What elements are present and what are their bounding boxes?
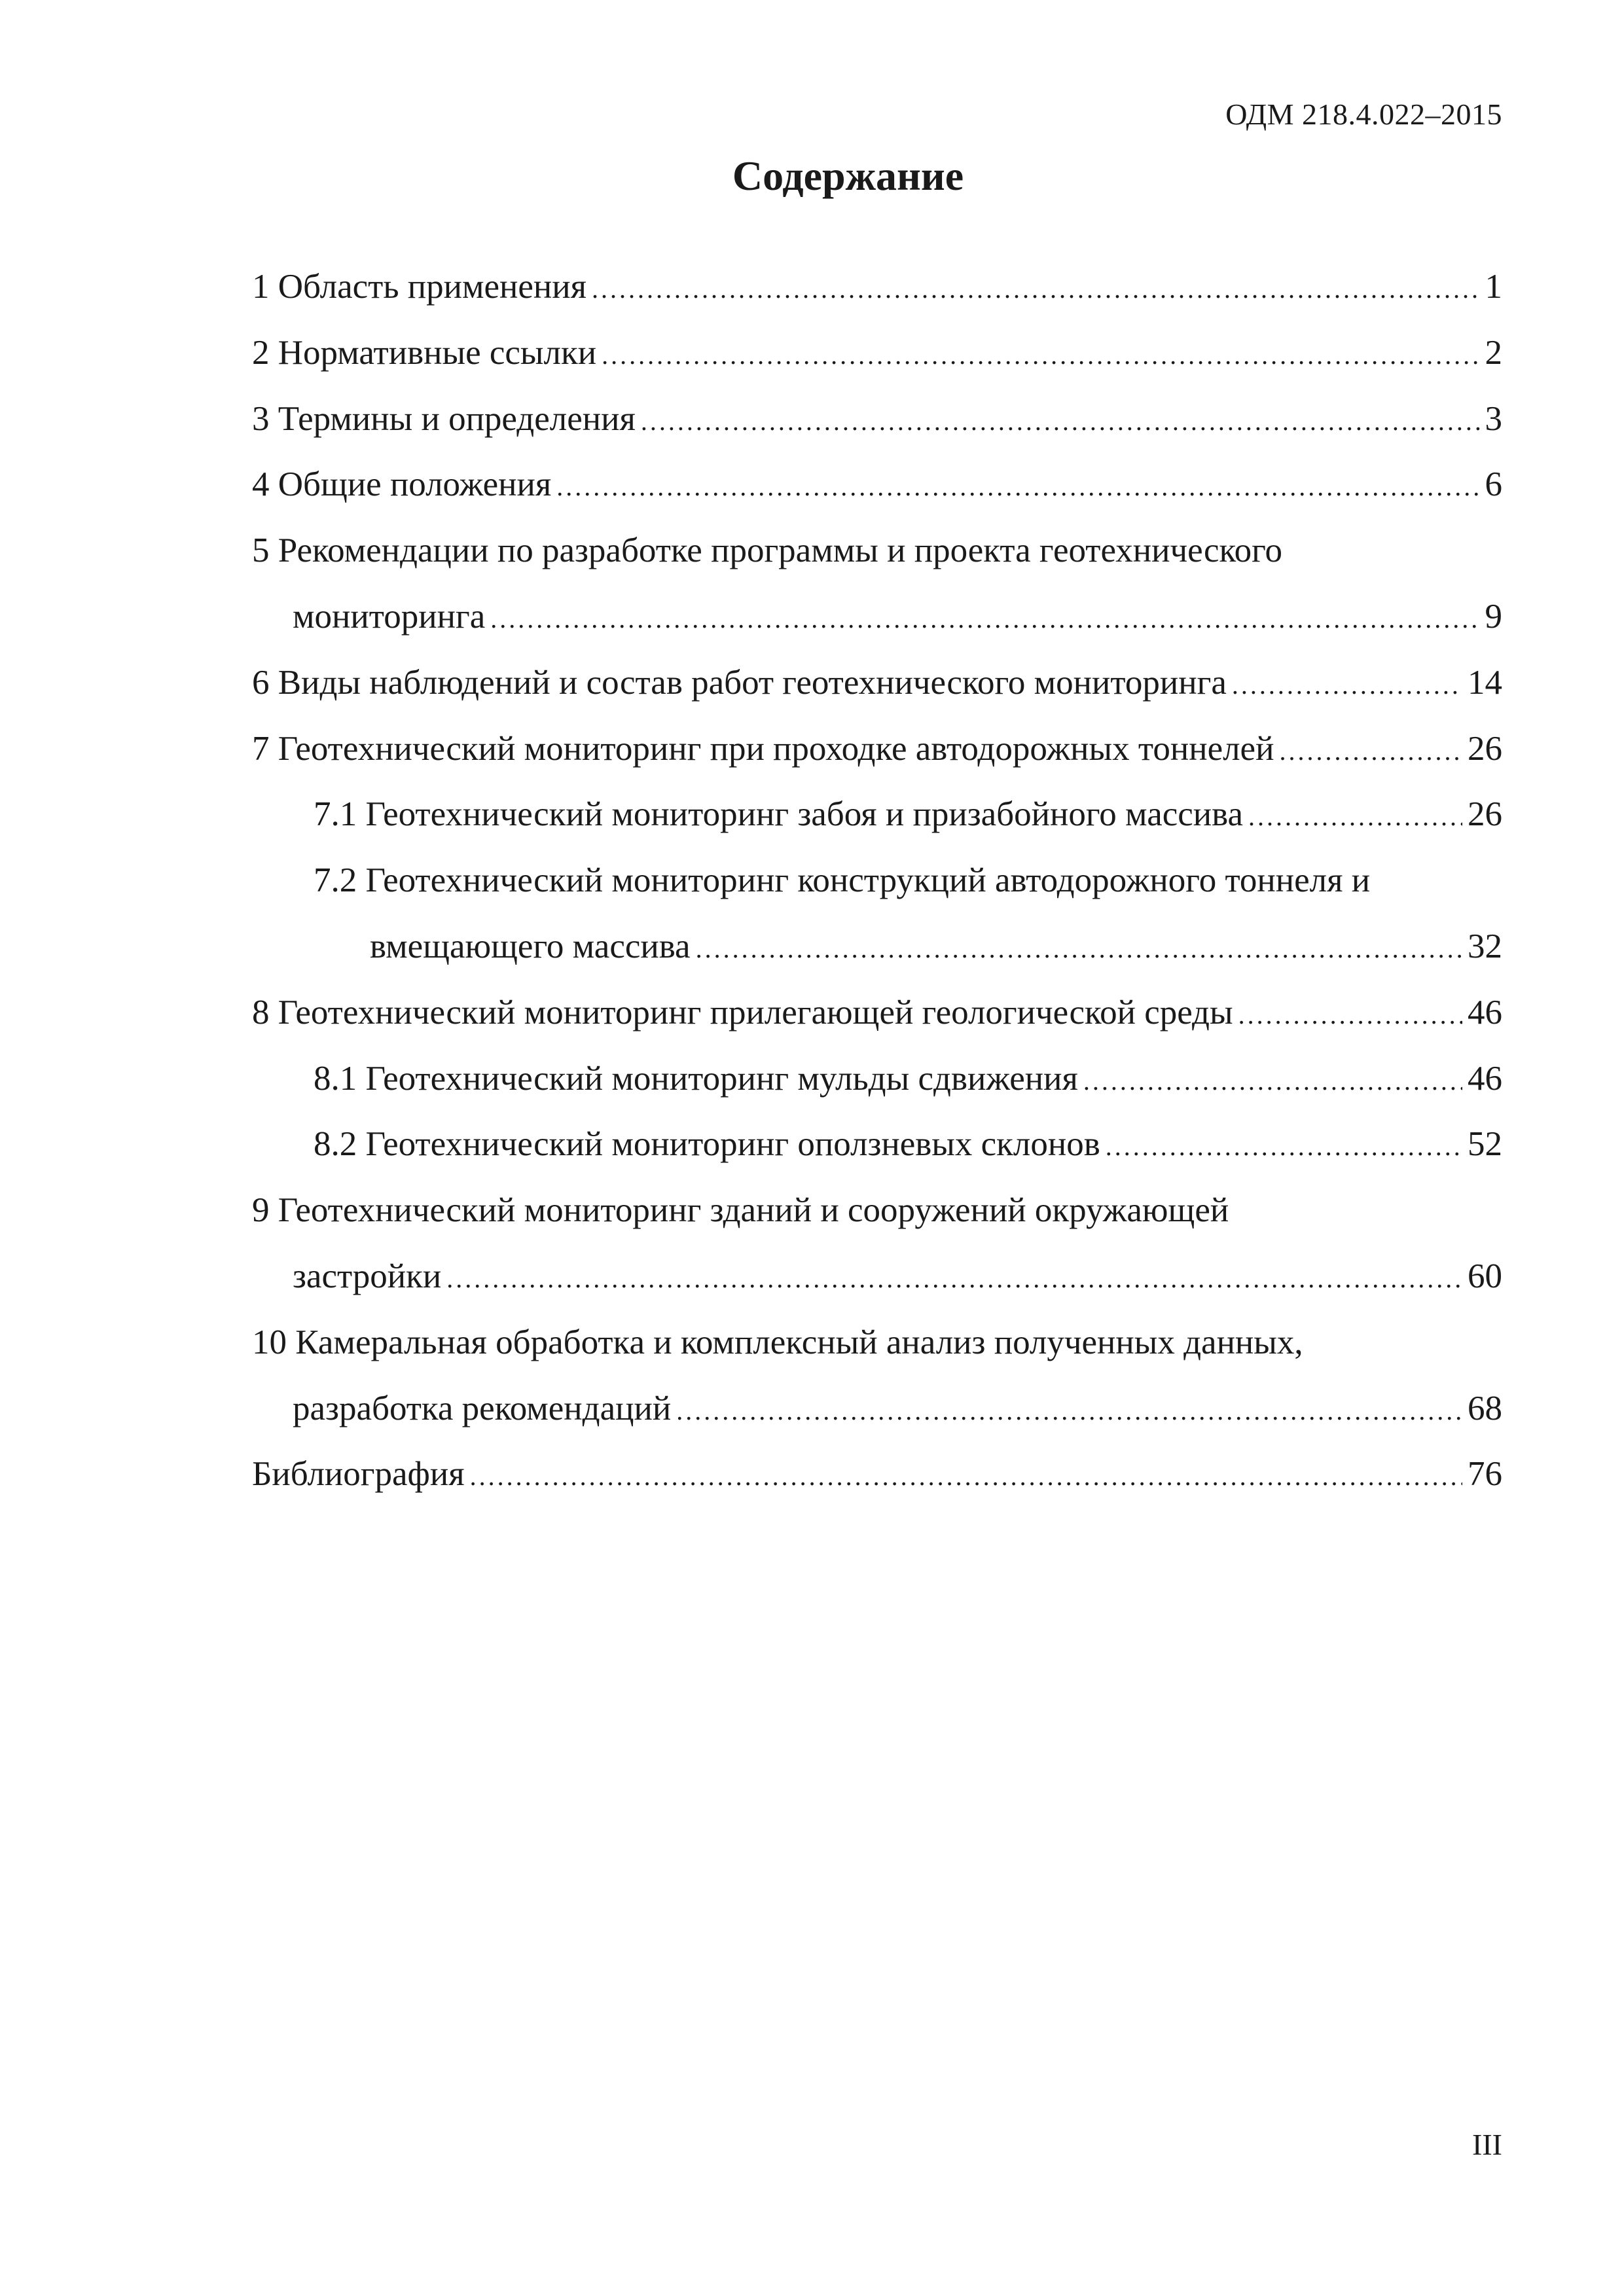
toc-entry-title: 7.1 Геотехнический мониторинг забоя и призабойного массива (314, 795, 1244, 834)
toc-entry-page: 46 (1468, 993, 1502, 1031)
toc-entry-page: 1 (1485, 268, 1502, 306)
toc-entry-title: 7 Геотехнический мониторинг при проходке автодорожных тоннелей (252, 729, 1274, 768)
toc-leader-dots (696, 916, 1462, 982)
toc-leader-dots (1232, 653, 1462, 719)
toc-entry[interactable] (252, 650, 1502, 716)
toc-entry-title-cont: мониторинга (293, 597, 486, 636)
toc-entry-title: 8 Геотехнический мониторинг прилегающей геологической среды (252, 993, 1233, 1031)
document-code: ОДМ 218.4.022–2015 (1225, 98, 1502, 131)
toc-subentry[interactable] (252, 1111, 1502, 1177)
table-of-contents (252, 254, 1502, 1507)
toc-entry-page: 46 (1468, 1059, 1502, 1098)
toc-leader-dots (1279, 719, 1462, 785)
toc-leader-dots (470, 1444, 1462, 1510)
toc-entry-page: 76 (1468, 1455, 1502, 1494)
toc-entry-title: 4 Общие положения (252, 465, 552, 504)
toc-entry-page: 6 (1485, 465, 1502, 504)
toc-entry-page: 9 (1485, 597, 1502, 636)
toc-subentry-continuation[interactable] (252, 914, 1502, 980)
toc-entry[interactable] (252, 716, 1502, 782)
toc-entry-title: 5 Рекомендации по разработке программы и проекта геотехнического (252, 531, 1283, 570)
toc-entry-continuation[interactable] (252, 1244, 1502, 1310)
page-number: III (1472, 2128, 1502, 2161)
toc-entry-title: 7.2 Геотехнический мониторинг конструкций автодорожного тоннеля и (314, 861, 1371, 900)
toc-entry[interactable] (252, 386, 1502, 452)
toc-entry[interactable] (252, 980, 1502, 1046)
toc-leader-dots (641, 389, 1480, 455)
toc-entry-title: Библиография (252, 1455, 465, 1494)
toc-entry-page: 32 (1468, 927, 1502, 965)
toc-entry-continuation[interactable] (252, 1376, 1502, 1442)
toc-leader-dots (1248, 784, 1462, 850)
toc-subentry[interactable] (252, 781, 1502, 848)
toc-entry-page: 26 (1468, 729, 1502, 768)
toc-leader-dots (1083, 1049, 1462, 1115)
toc-entry-title: 3 Термины и определения (252, 399, 636, 438)
toc-entry-title-cont: разработка рекомендаций (293, 1389, 672, 1427)
toc-leader-dots (676, 1378, 1462, 1444)
toc-leader-dots (446, 1246, 1462, 1312)
toc-entry[interactable] (252, 452, 1502, 518)
toc-entry-title-cont: застройки (293, 1257, 442, 1295)
toc-leader-dots (556, 454, 1479, 520)
toc-entry-title-cont: вмещающего массива (370, 927, 691, 965)
toc-entry-continuation[interactable] (252, 584, 1502, 650)
toc-entry-page: 52 (1468, 1125, 1502, 1164)
toc-entry-page: 14 (1468, 663, 1502, 702)
toc-entry-first-line[interactable] (252, 1310, 1502, 1376)
toc-leader-dots (1238, 982, 1462, 1049)
toc-entry-title: 8.2 Геотехнический мониторинг оползневых склонов (314, 1125, 1100, 1164)
toc-subentry[interactable] (252, 1046, 1502, 1112)
toc-leader-dots (592, 257, 1479, 323)
toc-entry[interactable] (252, 1441, 1502, 1507)
toc-entry-title: 1 Область применения (252, 268, 587, 306)
toc-entry-title: 6 Виды наблюдений и состав работ геотехнического мониторинга (252, 663, 1227, 702)
toc-entry-page: 3 (1485, 399, 1502, 438)
toc-entry-first-line[interactable] (252, 518, 1502, 584)
toc-entry-title: 9 Геотехнический мониторинг зданий и сооружений окружающей (252, 1191, 1229, 1230)
toc-entry-title: 8.1 Геотехнический мониторинг мульды сдвижения (314, 1059, 1078, 1098)
toc-entry[interactable] (252, 254, 1502, 320)
toc-entry[interactable] (252, 320, 1502, 386)
toc-subentry-first-line[interactable] (252, 848, 1502, 914)
page-title: Содержание (732, 152, 964, 199)
toc-entry-page: 68 (1468, 1389, 1502, 1427)
toc-leader-dots (602, 323, 1479, 389)
toc-entry-page: 2 (1485, 333, 1502, 372)
toc-entry-first-line[interactable] (252, 1177, 1502, 1244)
toc-entry-page: 26 (1468, 795, 1502, 834)
toc-entry-title: 10 Камеральная обработка и комплексный анализ полученных данных, (252, 1323, 1303, 1361)
toc-leader-dots (1106, 1114, 1462, 1180)
toc-leader-dots (490, 586, 1479, 653)
toc-entry-page: 60 (1468, 1257, 1502, 1295)
toc-entry-title: 2 Нормативные ссылки (252, 333, 597, 372)
